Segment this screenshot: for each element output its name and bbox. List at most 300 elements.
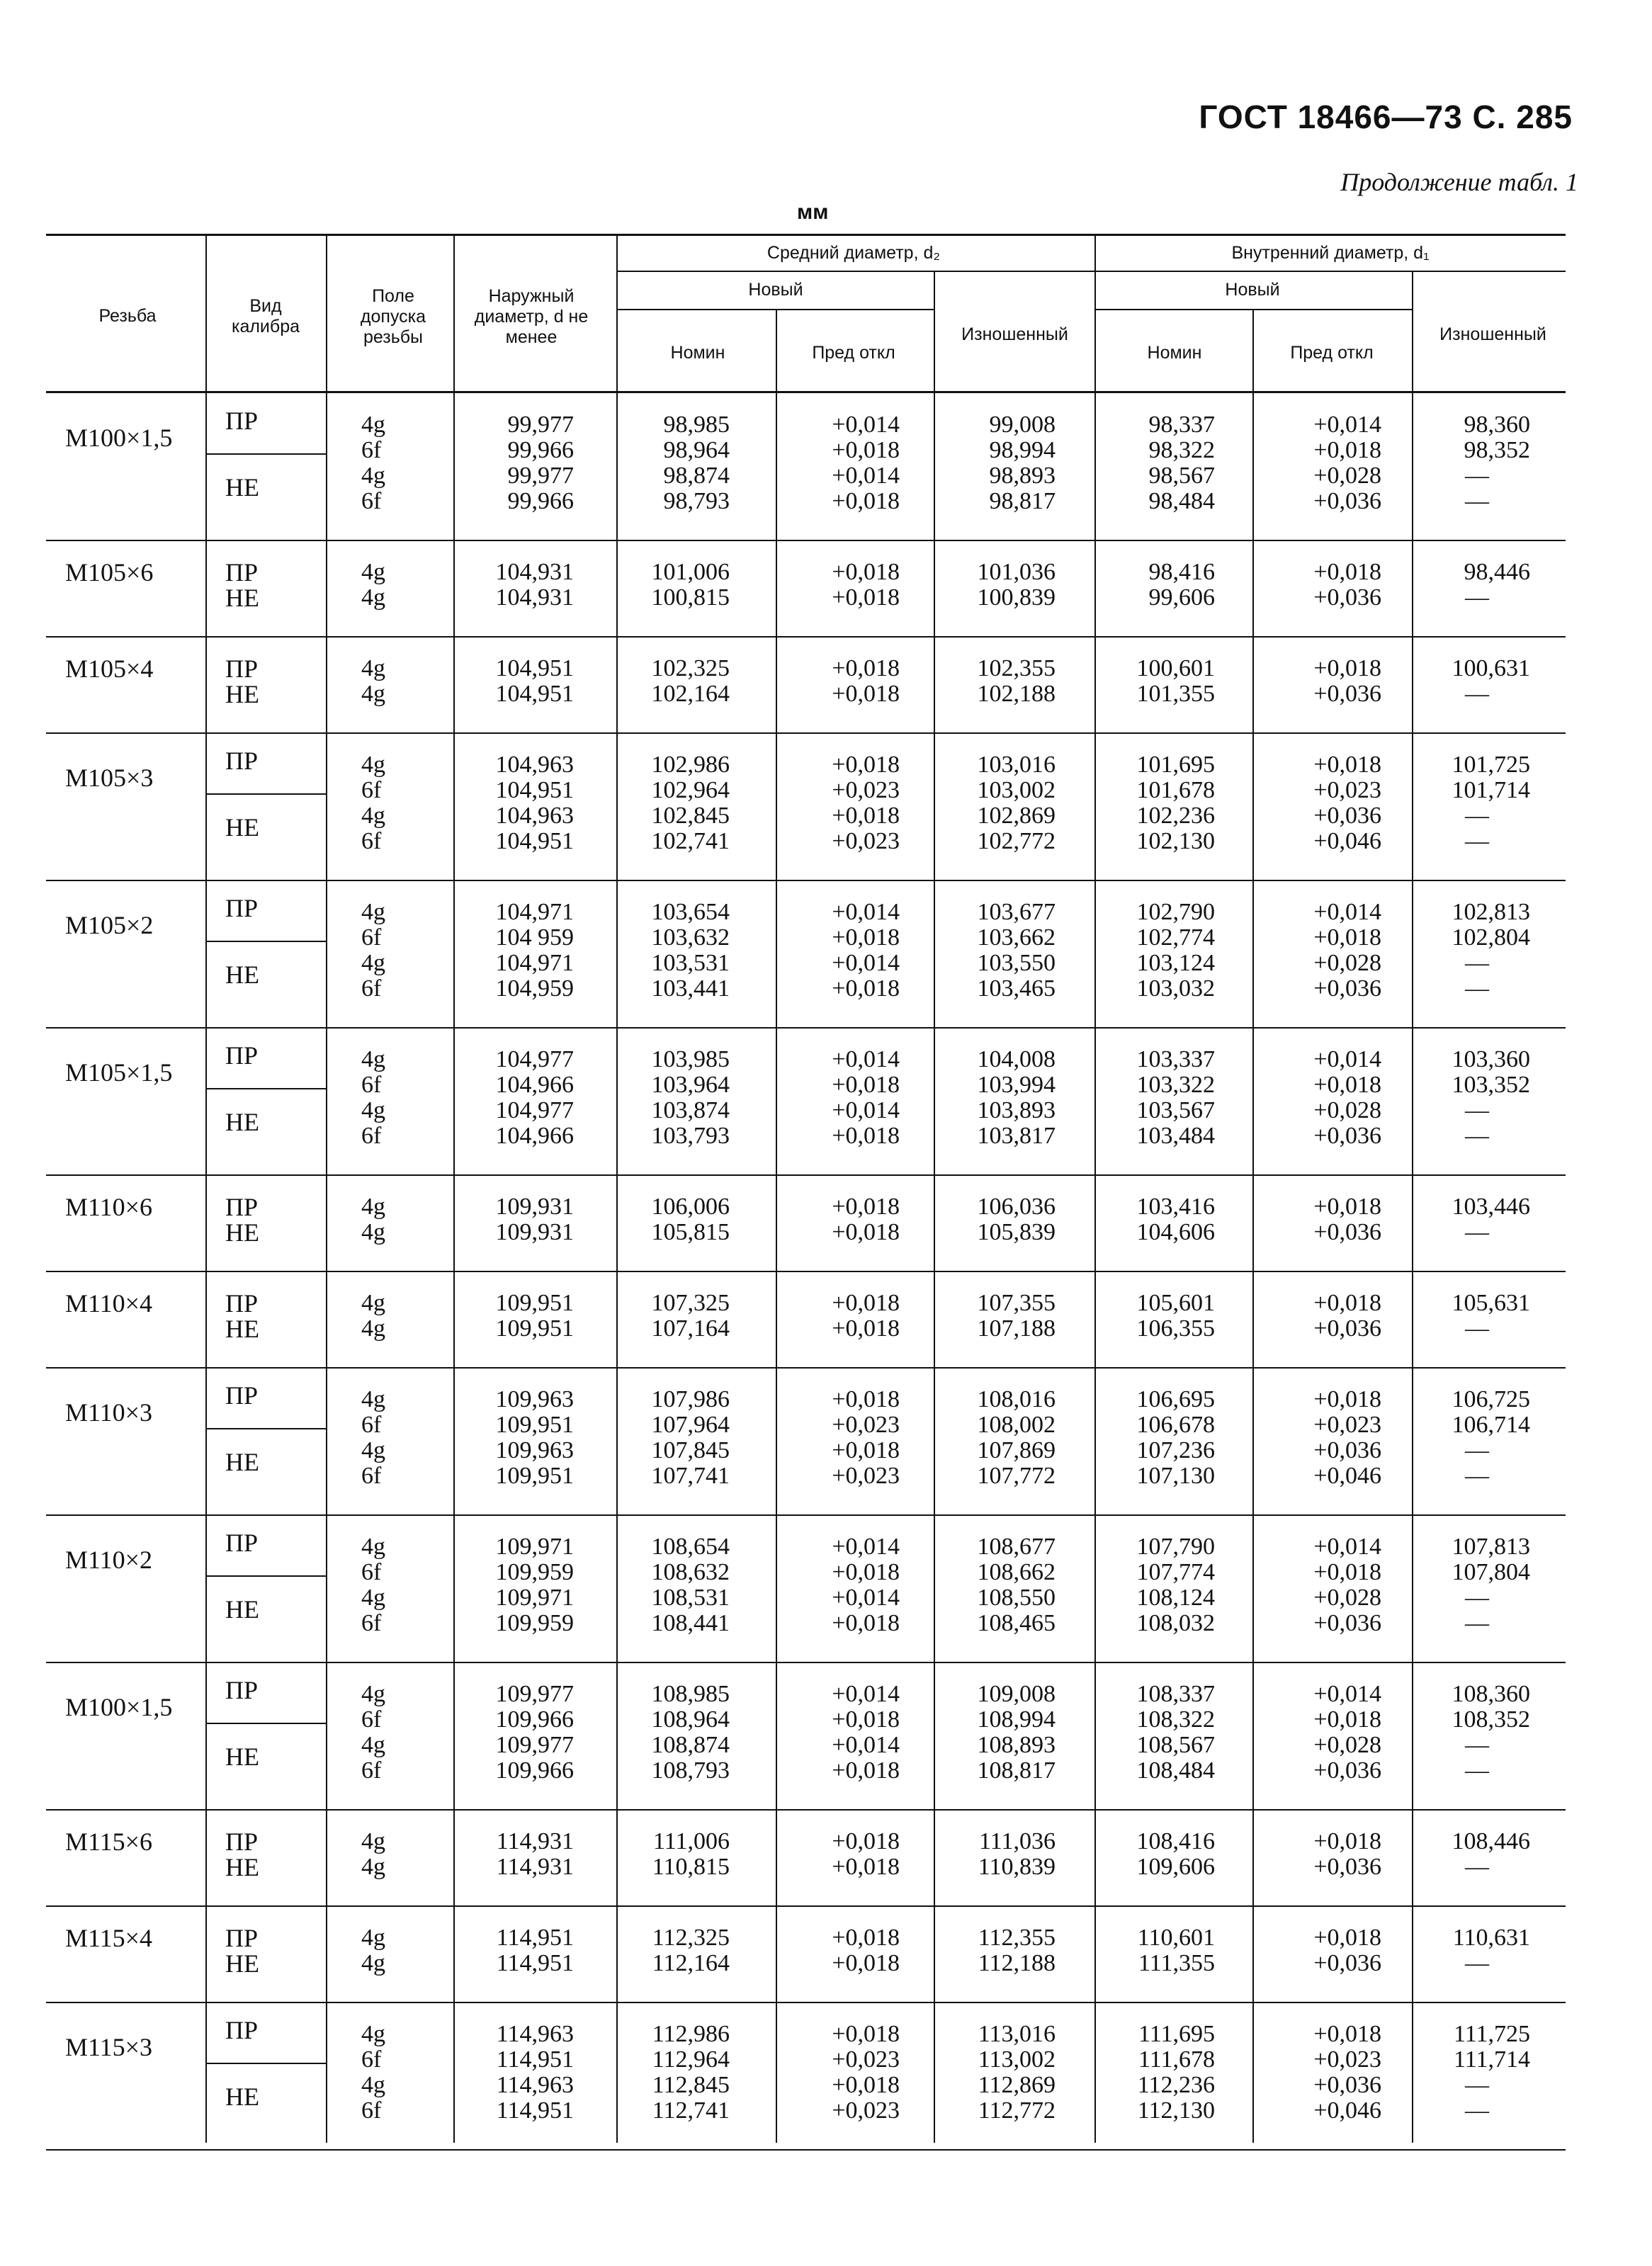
mid-worn-cell: 103,465 — [977, 975, 1056, 1002]
inner-nominal-cell: 101,678 — [1136, 777, 1215, 803]
mid-nominal-cell: 108,441 — [651, 1610, 730, 1636]
inner-deviation-cell: +0,018 — [1313, 1925, 1381, 1951]
mid-nominal-cell: 108,964 — [651, 1706, 730, 1733]
tolerance-cell: 4g — [361, 1097, 385, 1123]
tolerance-cell: 4g — [361, 559, 385, 585]
outer-diameter-cell: 104,951 — [495, 828, 574, 854]
mid-deviation-cell: +0,014 — [832, 950, 900, 976]
col-header-thread: Резьба — [98, 306, 157, 326]
inner-worn-cell: 103,360 — [1452, 1046, 1530, 1072]
mid-deviation-cell: +0,018 — [832, 1072, 900, 1098]
gauge-type-ne: НЕ — [225, 1315, 259, 1343]
inner-worn-cell: — — [1465, 975, 1489, 1002]
outer-diameter-cell: 104,951 — [495, 655, 574, 681]
inner-deviation-cell: +0,036 — [1313, 1123, 1381, 1149]
mid-nominal-cell: 103,531 — [651, 950, 730, 976]
row-separator — [46, 1367, 1566, 1369]
inner-deviation-cell: +0,036 — [1313, 1950, 1381, 1976]
tolerance-cell: 4g — [361, 1950, 385, 1976]
tolerance-cell: 4g — [361, 584, 385, 611]
inner-worn-cell: — — [1465, 1732, 1489, 1758]
inner-nominal-cell: 102,236 — [1136, 803, 1215, 829]
col-header-inner-nominal: Номин — [1147, 343, 1202, 363]
gauge-type-pr: ПР — [225, 894, 259, 922]
mid-deviation-cell: +0,023 — [832, 828, 900, 854]
mid-deviation-cell: +0,018 — [832, 803, 900, 829]
mid-deviation-cell: +0,018 — [832, 1610, 900, 1636]
inner-worn-cell: — — [1465, 1123, 1489, 1149]
inner-deviation-cell: +0,023 — [1313, 777, 1381, 803]
row-separator — [46, 540, 1566, 541]
inner-nominal-cell: 107,236 — [1136, 1437, 1215, 1463]
mid-nominal-cell: 98,964 — [663, 437, 730, 463]
outer-diameter-cell: 109,977 — [495, 1732, 574, 1758]
inner-deviation-cell: +0,036 — [1313, 1854, 1381, 1880]
mid-deviation-cell: +0,018 — [832, 752, 900, 778]
thread-label: М100×1,5 — [65, 424, 173, 452]
col-header-inner-worn: Изношенный — [1439, 324, 1546, 344]
outer-diameter-cell: 109,963 — [495, 1437, 574, 1463]
inner-nominal-cell: 103,032 — [1136, 975, 1215, 1002]
inner-worn-cell: — — [1465, 1219, 1489, 1245]
tolerance-cell: 4g — [361, 1681, 385, 1707]
mid-worn-cell: 103,994 — [977, 1072, 1056, 1098]
tolerance-cell: 6f — [361, 1072, 382, 1098]
mid-nominal-cell: 108,632 — [651, 1559, 730, 1585]
inner-deviation-cell: +0,014 — [1313, 1046, 1381, 1072]
row-separator — [46, 1271, 1566, 1272]
mid-nominal-cell: 103,985 — [651, 1046, 730, 1072]
inner-nominal-cell: 111,678 — [1138, 2046, 1215, 2073]
col-header-inner-new: Новый — [1225, 280, 1280, 300]
tolerance-cell: 6f — [361, 828, 382, 854]
inner-worn-cell: 111,714 — [1454, 2046, 1530, 2073]
mid-worn-cell: 108,550 — [977, 1585, 1056, 1611]
outer-diameter-cell: 109,959 — [495, 1610, 574, 1636]
inner-deviation-cell: +0,018 — [1313, 559, 1381, 585]
tolerance-cell: 4g — [361, 1828, 385, 1854]
mid-deviation-cell: +0,023 — [832, 2046, 900, 2073]
inner-worn-cell: 101,714 — [1452, 777, 1530, 803]
inner-worn-cell: — — [1465, 1463, 1489, 1489]
gauge-type-pr: ПР — [225, 655, 259, 683]
tolerance-cell: 6f — [361, 1123, 382, 1149]
inner-worn-cell: 98,446 — [1464, 559, 1530, 585]
thread-label: М100×1,5 — [65, 1693, 173, 1721]
gauge-type-ne: НЕ — [225, 680, 259, 708]
tolerance-cell: 4g — [361, 803, 385, 829]
tolerance-cell: 4g — [361, 681, 385, 707]
mid-nominal-cell: 102,964 — [651, 777, 730, 803]
inner-nominal-cell: 108,484 — [1136, 1757, 1215, 1784]
mid-nominal-cell: 107,325 — [651, 1290, 730, 1316]
row-separator — [46, 2002, 1566, 2003]
col-header-outer-diameter: Наружный диаметр, d не менее — [474, 286, 589, 347]
mid-worn-cell: 109,008 — [977, 1681, 1056, 1707]
inner-worn-cell: 108,352 — [1452, 1706, 1530, 1733]
inner-deviation-cell: +0,036 — [1313, 1315, 1381, 1342]
inner-nominal-cell: 103,567 — [1136, 1097, 1215, 1123]
inner-deviation-cell: +0,018 — [1313, 2021, 1381, 2047]
mid-worn-cell: 102,772 — [977, 828, 1056, 854]
inner-worn-cell: 106,725 — [1452, 1386, 1530, 1412]
outer-diameter-cell: 109,951 — [495, 1315, 574, 1342]
outer-diameter-cell: 104,977 — [495, 1097, 574, 1123]
column-rule — [776, 309, 777, 2143]
inner-worn-cell: 106,714 — [1452, 1412, 1530, 1438]
mid-worn-cell: 103,002 — [977, 777, 1056, 803]
outer-diameter-cell: 104,971 — [495, 950, 574, 976]
inner-worn-cell: — — [1465, 803, 1489, 829]
tolerance-cell: 4g — [361, 1290, 385, 1316]
outer-diameter-cell: 114,963 — [496, 2021, 574, 2047]
inner-deviation-cell: +0,018 — [1313, 1290, 1381, 1316]
mid-deviation-cell: +0,018 — [832, 1219, 900, 1245]
thread-label: М115×3 — [65, 2033, 152, 2061]
gauge-type-ne: НЕ — [225, 813, 259, 842]
gauge-type-pr: ПР — [225, 1828, 259, 1856]
mid-worn-cell: 108,677 — [977, 1534, 1056, 1560]
mid-nominal-cell: 102,325 — [651, 655, 730, 681]
mid-worn-cell: 103,677 — [977, 899, 1056, 925]
row-separator — [46, 1027, 1566, 1029]
outer-diameter-cell: 114,963 — [496, 2072, 574, 2098]
inner-worn-cell: 108,360 — [1452, 1681, 1530, 1707]
inner-nominal-cell: 98,337 — [1148, 412, 1215, 438]
mid-worn-cell: 112,355 — [978, 1925, 1056, 1951]
mid-deviation-cell: +0,014 — [832, 1585, 900, 1611]
inner-worn-cell: — — [1465, 1610, 1489, 1636]
inner-deviation-cell: +0,046 — [1313, 2097, 1381, 2124]
page-header: ГОСТ 18466—73 С. 285 — [1199, 98, 1573, 135]
inner-deviation-cell: +0,018 — [1313, 1072, 1381, 1098]
gauge-type-pr: ПР — [225, 2016, 259, 2044]
tolerance-cell: 6f — [361, 1559, 382, 1585]
mid-nominal-cell: 103,632 — [651, 924, 730, 951]
mid-worn-cell: 108,002 — [977, 1412, 1056, 1438]
column-rule — [1094, 234, 1096, 2143]
inner-deviation-cell: +0,036 — [1313, 488, 1381, 514]
gauge-type-ne: НЕ — [225, 473, 259, 502]
inner-worn-cell: 108,446 — [1452, 1828, 1530, 1854]
inner-nominal-cell: 103,416 — [1136, 1194, 1215, 1220]
mid-new-rule — [616, 309, 934, 310]
inner-nominal-cell: 106,695 — [1136, 1386, 1215, 1412]
inner-deviation-cell: +0,023 — [1313, 2046, 1381, 2073]
inner-deviation-cell: +0,014 — [1313, 1534, 1381, 1560]
tolerance-cell: 4g — [361, 412, 385, 438]
outer-diameter-cell: 109,951 — [495, 1463, 574, 1489]
inner-nominal-cell: 98,484 — [1148, 488, 1215, 514]
outer-diameter-cell: 114,951 — [496, 2046, 574, 2073]
mid-worn-cell: 103,550 — [977, 950, 1056, 976]
inner-deviation-cell: +0,018 — [1313, 655, 1381, 681]
gauge-type-pr: ПР — [225, 407, 259, 435]
inner-nominal-cell: 108,032 — [1136, 1610, 1215, 1636]
inner-deviation-cell: +0,018 — [1313, 1706, 1381, 1733]
inner-deviation-cell: +0,014 — [1313, 1681, 1381, 1707]
mid-deviation-cell: +0,014 — [832, 1097, 900, 1123]
mid-deviation-cell: +0,014 — [832, 1681, 900, 1707]
tolerance-cell: 4g — [361, 655, 385, 681]
gauge-type-pr: ПР — [225, 747, 259, 775]
column-rule — [1412, 271, 1413, 2143]
row-separator — [46, 1905, 1566, 1907]
inner-deviation-cell: +0,028 — [1313, 950, 1381, 976]
gauge-type-pr: ПР — [225, 1529, 259, 1557]
mid-worn-cell: 107,188 — [977, 1315, 1056, 1342]
inner-worn-cell: — — [1465, 1437, 1489, 1463]
inner-deviation-cell: +0,028 — [1313, 463, 1381, 489]
gauge-type-ne: НЕ — [225, 1853, 259, 1881]
header-bottom-rule — [46, 391, 1566, 393]
mid-worn-cell: 108,817 — [977, 1757, 1056, 1784]
gauge-split-rule — [205, 1088, 326, 1089]
mid-nominal-cell: 98,793 — [663, 488, 730, 514]
tolerance-cell: 4g — [361, 1585, 385, 1611]
mid-deviation-cell: +0,018 — [832, 2072, 900, 2098]
mid-nominal-cell: 112,845 — [652, 2072, 730, 2098]
row-separator — [46, 1514, 1566, 1516]
gauge-type-pr: ПР — [225, 1289, 259, 1318]
inner-nominal-cell: 111,695 — [1138, 2021, 1215, 2047]
row-separator — [46, 1809, 1566, 1811]
row-separator — [46, 636, 1566, 638]
outer-diameter-cell: 109,963 — [495, 1386, 574, 1412]
mid-deviation-cell: +0,018 — [832, 1290, 900, 1316]
inner-deviation-cell: +0,018 — [1313, 1194, 1381, 1220]
thread-label: М105×6 — [65, 558, 154, 587]
inner-deviation-cell: +0,036 — [1313, 1219, 1381, 1245]
mid-worn-cell: 111,036 — [979, 1828, 1056, 1854]
col-header-inner-diameter: Внутренний диаметр, d₁ — [1231, 243, 1430, 263]
outer-diameter-cell: 114,951 — [496, 1925, 574, 1951]
thread-label: М110×6 — [65, 1193, 152, 1221]
gauge-type-ne: НЕ — [225, 1595, 259, 1624]
inner-deviation-cell: +0,028 — [1313, 1585, 1381, 1611]
mid-deviation-cell: +0,018 — [832, 584, 900, 611]
mid-deviation-cell: +0,018 — [832, 488, 900, 514]
col-header-inner-deviation: Пред откл — [1290, 343, 1374, 363]
column-rule — [934, 271, 935, 2143]
mid-deviation-cell: +0,018 — [832, 1854, 900, 1880]
inner-worn-cell: — — [1465, 828, 1489, 854]
inner-nominal-cell: 112,236 — [1137, 2072, 1215, 2098]
outer-diameter-cell: 109,966 — [495, 1757, 574, 1784]
gauge-split-rule — [205, 1575, 326, 1577]
thread-label: М110×4 — [65, 1289, 152, 1318]
inner-nominal-cell: 108,322 — [1136, 1706, 1215, 1733]
unit-label: мм — [797, 200, 829, 224]
inner-nominal-cell: 110,601 — [1137, 1925, 1215, 1951]
inner-nominal-cell: 101,695 — [1136, 752, 1215, 778]
inner-worn-cell: 102,813 — [1452, 899, 1530, 925]
inner-nominal-cell: 103,337 — [1136, 1046, 1215, 1072]
thread-label: М115×4 — [65, 1924, 152, 1952]
inner-deviation-cell: +0,036 — [1313, 2072, 1381, 2098]
mid-worn-cell: 108,994 — [977, 1706, 1056, 1733]
gauge-split-rule — [205, 1428, 326, 1429]
inner-nominal-cell: 106,355 — [1136, 1315, 1215, 1342]
mid-worn-cell: 98,994 — [989, 437, 1056, 463]
outer-diameter-cell: 109,931 — [495, 1219, 574, 1245]
tolerance-cell: 4g — [361, 950, 385, 976]
tolerance-cell: 6f — [361, 1706, 382, 1733]
gauge-split-rule — [205, 941, 326, 942]
gauge-split-rule — [205, 453, 326, 455]
inner-worn-cell: — — [1465, 681, 1489, 707]
column-rule — [326, 234, 327, 2143]
tolerance-cell: 6f — [361, 437, 382, 463]
gauge-split-rule — [205, 1723, 326, 1724]
mid-deviation-cell: +0,018 — [832, 1757, 900, 1784]
col-header-mid-diameter: Средний диаметр, d₂ — [766, 243, 941, 263]
column-rule — [1252, 309, 1254, 2143]
inner-deviation-cell: +0,036 — [1313, 1610, 1381, 1636]
outer-diameter-cell: 99,977 — [507, 463, 574, 489]
mid-nominal-cell: 107,986 — [651, 1386, 730, 1412]
inner-nominal-cell: 112,130 — [1137, 2097, 1215, 2124]
inner-worn-cell: — — [1465, 1585, 1489, 1611]
mid-worn-cell: 106,036 — [977, 1194, 1056, 1220]
tolerance-cell: 4g — [361, 1386, 385, 1412]
outer-diameter-cell: 114,931 — [496, 1828, 574, 1854]
inner-deviation-cell: +0,036 — [1313, 803, 1381, 829]
mid-nominal-cell: 112,325 — [652, 1925, 730, 1951]
inner-deviation-cell: +0,036 — [1313, 1757, 1381, 1784]
tolerance-cell: 4g — [361, 899, 385, 925]
inner-worn-cell: 98,360 — [1464, 412, 1530, 438]
inner-deviation-cell: +0,036 — [1313, 584, 1381, 611]
mid-deviation-cell: +0,014 — [832, 899, 900, 925]
gauge-type-pr: ПР — [225, 1924, 259, 1952]
mid-worn-cell: 99,008 — [989, 412, 1056, 438]
outer-diameter-cell: 104,951 — [495, 777, 574, 803]
mid-nominal-cell: 112,164 — [652, 1950, 730, 1976]
inner-nominal-cell: 105,601 — [1136, 1290, 1215, 1316]
outer-diameter-cell: 104,966 — [495, 1123, 574, 1149]
mid-deviation-cell: +0,018 — [832, 1315, 900, 1342]
mid-deviation-cell: +0,014 — [832, 463, 900, 489]
outer-diameter-cell: 109,931 — [495, 1194, 574, 1220]
row-separator — [46, 1174, 1566, 1176]
tolerance-cell: 4g — [361, 2021, 385, 2047]
mid-nominal-cell: 107,741 — [651, 1463, 730, 1489]
mid-worn-cell: 112,188 — [978, 1950, 1056, 1976]
inner-worn-cell: 110,631 — [1452, 1925, 1530, 1951]
gauge-type-ne: НЕ — [225, 2083, 259, 2111]
outer-diameter-cell: 104 959 — [495, 924, 574, 951]
inner-deviation-cell: +0,014 — [1313, 412, 1381, 438]
col-header-mid-deviation: Пред откл — [812, 343, 895, 363]
inner-nominal-cell: 104,606 — [1136, 1219, 1215, 1245]
tolerance-cell: 6f — [361, 488, 382, 514]
gauge-type-ne: НЕ — [225, 1448, 259, 1476]
inner-deviation-cell: +0,046 — [1313, 828, 1381, 854]
tolerance-cell: 6f — [361, 2046, 382, 2073]
tolerance-cell: 4g — [361, 1534, 385, 1560]
tolerance-cell: 4g — [361, 1315, 385, 1342]
inner-worn-cell: — — [1465, 1757, 1489, 1784]
mid-worn-cell: 108,465 — [977, 1610, 1056, 1636]
mid-worn-cell: 105,839 — [977, 1219, 1056, 1245]
mid-nominal-cell: 111,006 — [653, 1828, 730, 1854]
outer-diameter-cell: 99,966 — [507, 488, 574, 514]
outer-diameter-cell: 114,951 — [496, 2097, 574, 2124]
mid-worn-cell: 103,016 — [977, 752, 1056, 778]
row-separator — [46, 2149, 1566, 2151]
inner-nominal-cell: 98,567 — [1148, 463, 1215, 489]
outer-diameter-cell: 104,931 — [495, 559, 574, 585]
outer-diameter-cell: 109,977 — [495, 1681, 574, 1707]
mid-deviation-cell: +0,023 — [832, 1463, 900, 1489]
inner-worn-cell: — — [1465, 2072, 1489, 2098]
mid-nominal-cell: 106,006 — [651, 1194, 730, 1220]
inner-deviation-cell: +0,018 — [1313, 1559, 1381, 1585]
inner-worn-cell: — — [1465, 950, 1489, 976]
inner-nominal-cell: 106,678 — [1136, 1412, 1215, 1438]
mid-deviation-cell: +0,014 — [832, 1534, 900, 1560]
tolerance-cell: 4g — [361, 1925, 385, 1951]
tolerance-cell: 4g — [361, 1732, 385, 1758]
col-header-mid-nominal: Номин — [670, 343, 725, 363]
mid-deviation-cell: +0,014 — [832, 412, 900, 438]
mid-nominal-cell: 102,986 — [651, 752, 730, 778]
tolerance-cell: 4g — [361, 752, 385, 778]
mid-worn-cell: 113,016 — [978, 2021, 1056, 2047]
tolerance-cell: 6f — [361, 975, 382, 1002]
mid-nominal-cell: 108,654 — [651, 1534, 730, 1560]
inner-worn-cell: — — [1465, 2097, 1489, 2124]
inner-nominal-cell: 108,567 — [1136, 1732, 1215, 1758]
inner-nominal-cell: 103,322 — [1136, 1072, 1215, 1098]
thread-label: М110×2 — [65, 1546, 152, 1574]
inner-nominal-cell: 103,124 — [1136, 950, 1215, 976]
inner-worn-cell: 98,352 — [1464, 437, 1530, 463]
tolerance-cell: 4g — [361, 2072, 385, 2098]
mid-nominal-cell: 105,815 — [651, 1219, 730, 1245]
inner-nominal-cell: 111,355 — [1138, 1950, 1215, 1976]
mid-worn-cell: 103,817 — [977, 1123, 1056, 1149]
mid-worn-cell: 103,662 — [977, 924, 1056, 951]
inner-deviation-cell: +0,018 — [1313, 752, 1381, 778]
mid-deviation-cell: +0,018 — [832, 1194, 900, 1220]
mid-nominal-cell: 102,741 — [651, 828, 730, 854]
outer-diameter-cell: 104,963 — [495, 803, 574, 829]
mid-deviation-cell: +0,018 — [832, 975, 900, 1002]
mid-nominal-cell: 103,441 — [651, 975, 730, 1002]
thread-label: М105×2 — [65, 911, 154, 939]
table-caption: Продолжение табл. 1 — [1340, 168, 1578, 196]
mid-nominal-cell: 107,845 — [651, 1437, 730, 1463]
row-separator — [46, 732, 1566, 734]
tolerance-cell: 6f — [361, 2097, 382, 2124]
mid-deviation-cell: +0,018 — [832, 681, 900, 707]
inner-nominal-cell: 102,790 — [1136, 899, 1215, 925]
mid-nominal-cell: 103,654 — [651, 899, 730, 925]
mid-worn-cell: 98,893 — [989, 463, 1056, 489]
mid-nominal-cell: 98,874 — [663, 463, 730, 489]
thread-label: М110×3 — [65, 1398, 152, 1427]
tolerance-cell: 6f — [361, 1610, 382, 1636]
mid-worn-cell: 103,893 — [977, 1097, 1056, 1123]
header-top-rule — [46, 234, 1566, 236]
inner-worn-cell: — — [1465, 488, 1489, 514]
column-rule — [616, 234, 618, 2143]
mid-deviation-cell: +0,023 — [832, 777, 900, 803]
outer-diameter-cell: 104,963 — [495, 752, 574, 778]
mid-worn-cell: 112,772 — [978, 2097, 1056, 2124]
